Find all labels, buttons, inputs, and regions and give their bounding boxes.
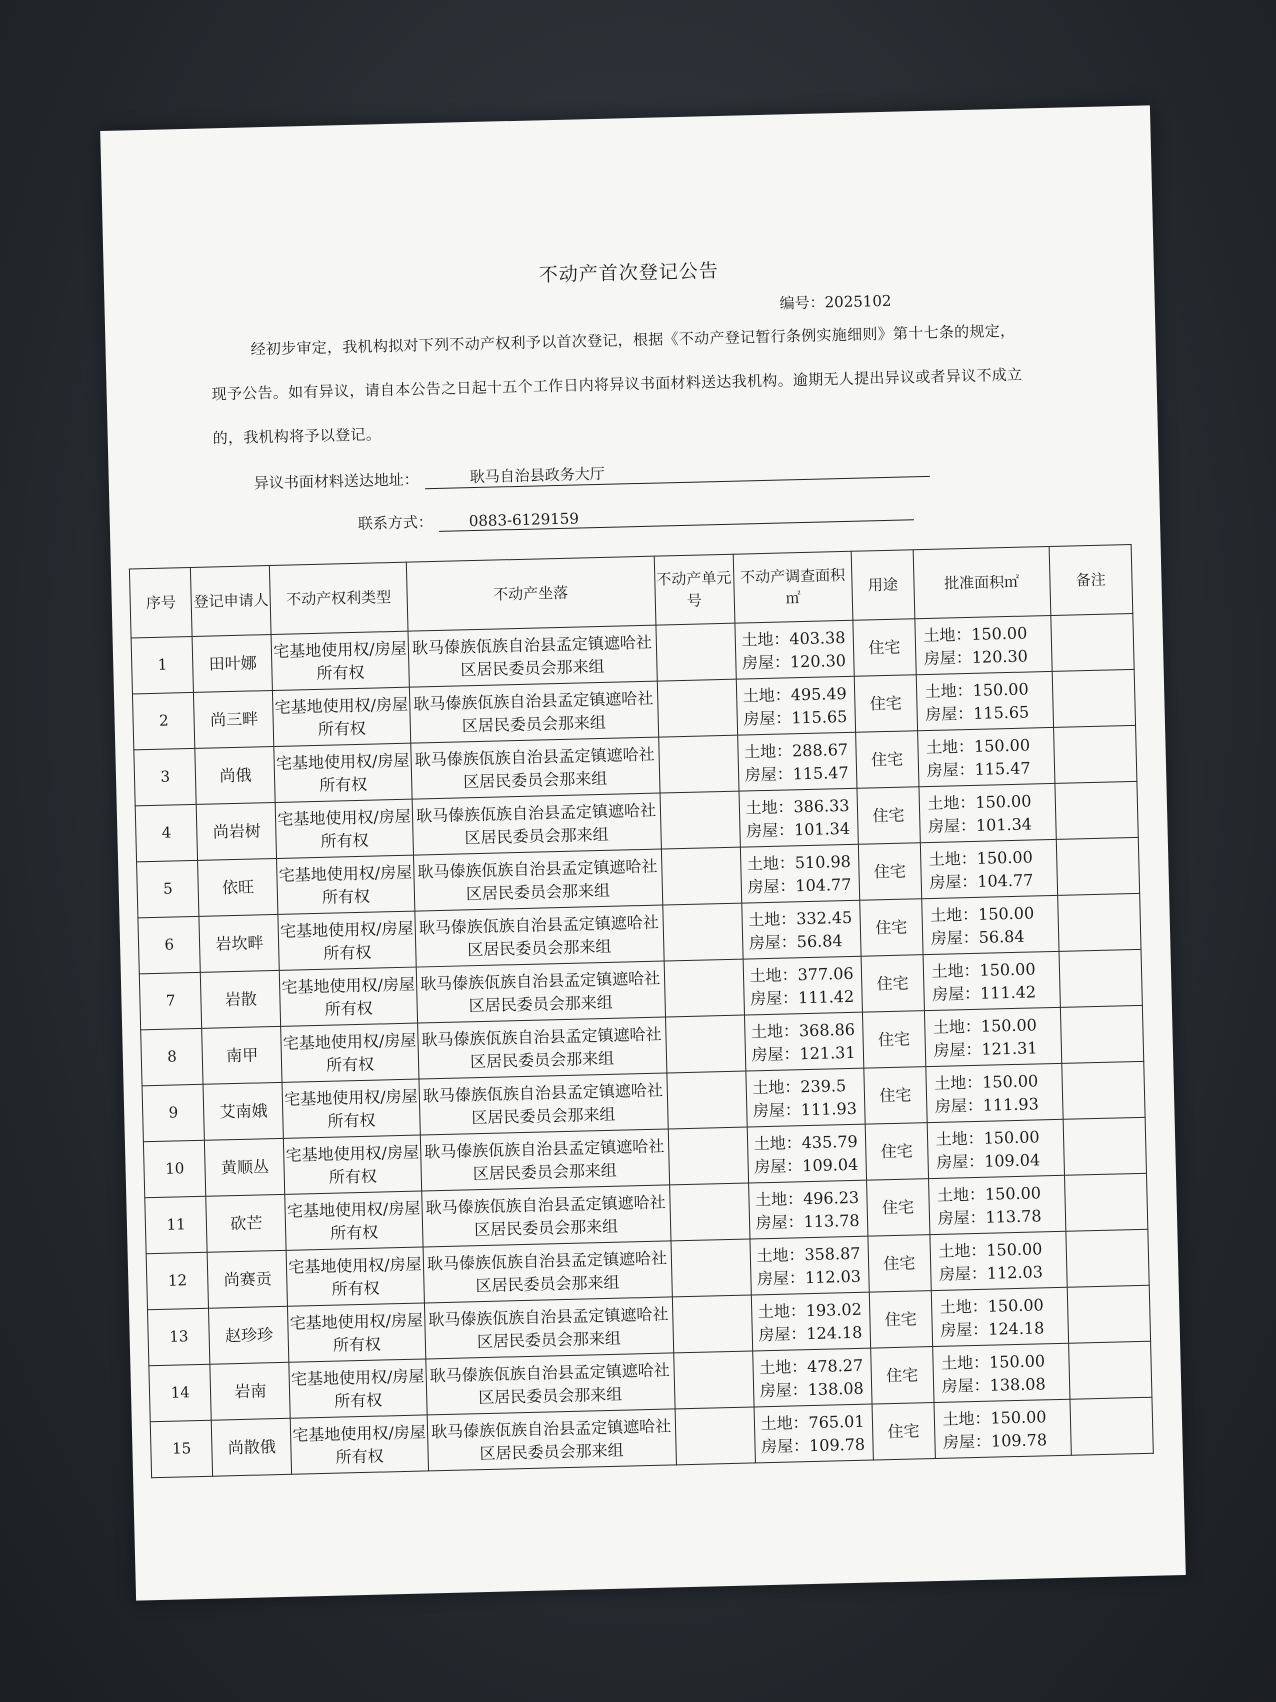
approved-land-area: 土地：150.00 — [927, 790, 1032, 813]
cell-applicant: 岩散 — [201, 970, 281, 1028]
header-approved-area: 批准面积㎡ — [913, 546, 1051, 618]
cell-right-type: 宅基地使用权/房屋所有权 — [284, 1135, 421, 1194]
cell-approved-area — [929, 1231, 1066, 1290]
survey-house-area: 房屋：115.65 — [743, 706, 848, 729]
cell-survey-area — [748, 1180, 868, 1239]
survey-land-area: 土地：386.33 — [745, 795, 850, 817]
cell-unit-no — [660, 791, 740, 849]
cell-remarks — [1067, 1285, 1151, 1343]
survey-land-area: 土地：193.02 — [757, 1299, 863, 1321]
cell-seq: 6 — [138, 916, 201, 973]
cell-survey-area — [741, 900, 861, 959]
cell-survey-area — [734, 620, 854, 679]
cell-location: 耿马傣族佤族自治县孟定镇遮哈社区居民委员会那来组 — [408, 625, 657, 687]
cell-seq: 5 — [137, 860, 200, 917]
cell-unit-no — [666, 1071, 746, 1129]
approved-house-area: 房屋：113.78 — [937, 1205, 1042, 1228]
cell-remarks — [1068, 1341, 1152, 1399]
address-label: 异议书面材料送达地址： — [253, 470, 420, 493]
cell-right-type: 宅基地使用权/房屋所有权 — [280, 967, 417, 1026]
header-survey-area: 不动产调查面积㎡ — [733, 551, 853, 623]
survey-house-area: 房屋：104.77 — [747, 874, 852, 896]
cell-remarks — [1063, 1117, 1147, 1175]
survey-house-area: 房屋：113.78 — [755, 1210, 860, 1232]
doc-number — [779, 290, 891, 314]
cell-applicant: 砍芒 — [206, 1194, 286, 1252]
approved-land-area: 土地：150.00 — [932, 1014, 1038, 1037]
cell-location: 耿马傣族佤族自治县孟定镇遮哈社区居民委员会那来组 — [417, 1017, 666, 1079]
cell-approved-area — [931, 1287, 1068, 1346]
cell-unit-no — [661, 847, 741, 905]
cell-remarks — [1064, 1173, 1148, 1231]
approved-house-area: 房屋：115.47 — [926, 758, 1031, 780]
cell-applicant: 依旺 — [198, 858, 278, 916]
cell-applicant: 赵珍珍 — [209, 1306, 289, 1364]
cell-seq: 1 — [131, 636, 194, 693]
survey-land-area: 土地：765.01 — [760, 1411, 865, 1433]
approved-house-area: 房屋：115.65 — [925, 702, 1030, 724]
cell-seq: 3 — [134, 748, 197, 805]
approved-land-area: 土地：150.00 — [942, 1406, 1047, 1429]
approved-house-area: 房屋：101.34 — [927, 813, 1033, 836]
cell-seq: 10 — [143, 1140, 206, 1197]
cell-right-type: 宅基地使用权/房屋所有权 — [285, 1191, 422, 1250]
contact-label: 联系方式： — [357, 513, 434, 533]
cell-approved-area — [932, 1343, 1069, 1402]
address-line — [254, 455, 930, 494]
cell-unit-no — [668, 1127, 748, 1185]
cell-seq: 8 — [141, 1028, 204, 1085]
cell-right-type: 宅基地使用权/房屋所有权 — [277, 855, 414, 914]
survey-land-area: 土地：510.98 — [746, 851, 852, 873]
survey-house-area: 房屋：115.47 — [744, 762, 849, 784]
cell-location: 耿马傣族佤族自治县孟定镇遮哈社区居民委员会那来组 — [424, 1297, 673, 1359]
survey-house-area: 房屋：138.08 — [759, 1378, 864, 1400]
cell-applicant: 艾南娥 — [203, 1082, 283, 1140]
cell-unit-no — [664, 959, 744, 1017]
approved-land-area: 土地：150.00 — [929, 902, 1035, 925]
cell-seq: 15 — [150, 1420, 213, 1477]
cell-usage: 住宅 — [863, 1011, 926, 1068]
cell-unit-no — [675, 1407, 755, 1465]
survey-house-area: 房屋：112.03 — [756, 1266, 862, 1288]
cell-location: 耿马傣族佤族自治县孟定镇遮哈社区居民委员会那来组 — [420, 1129, 669, 1191]
cell-applicant: 尚三畔 — [194, 690, 274, 748]
approved-house-area: 房屋：112.03 — [938, 1261, 1044, 1284]
cell-unit-no — [665, 1015, 745, 1073]
cell-right-type: 宅基地使用权/房屋所有权 — [282, 1079, 419, 1138]
cell-seq: 12 — [146, 1252, 209, 1309]
approved-land-area: 土地：150.00 — [924, 679, 1029, 701]
table-body — [131, 613, 1153, 1477]
approved-house-area: 房屋：104.77 — [929, 869, 1034, 892]
cell-approved-area — [934, 1399, 1071, 1458]
cell-applicant: 岩坎畔 — [199, 914, 279, 972]
cell-approved-area — [917, 727, 1054, 786]
cell-survey-area — [736, 676, 856, 735]
cell-unit-no — [662, 903, 742, 961]
cell-right-type: 宅基地使用权/房屋所有权 — [274, 743, 411, 802]
doc-number-label: 编号： — [779, 293, 825, 313]
cell-remarks — [1059, 949, 1143, 1007]
survey-house-area: 房屋：109.78 — [760, 1434, 866, 1456]
cell-seq: 2 — [132, 692, 195, 749]
survey-house-area: 房屋：111.42 — [749, 986, 855, 1008]
survey-land-area: 土地：332.45 — [748, 907, 853, 929]
cell-location: 耿马傣族佤族自治县孟定镇遮哈社区居民委员会那来组 — [409, 681, 658, 743]
cell-usage: 住宅 — [869, 1291, 932, 1348]
survey-land-area: 土地：368.86 — [750, 1019, 856, 1041]
cell-usage: 住宅 — [864, 1067, 927, 1124]
cell-remarks — [1070, 1397, 1154, 1455]
approved-house-area: 房屋：109.04 — [935, 1149, 1041, 1172]
cell-survey-area — [750, 1236, 870, 1295]
cell-unit-no — [658, 735, 738, 793]
doc-number-value: 2025102 — [824, 291, 892, 312]
cell-survey-area — [747, 1124, 867, 1183]
cell-approved-area — [927, 1119, 1064, 1178]
address-value: 耿马自治县政务大厅 — [425, 455, 930, 489]
cell-survey-area — [740, 844, 860, 903]
cell-approved-area — [923, 951, 1060, 1010]
cell-right-type: 宅基地使用权/房屋所有权 — [289, 1359, 426, 1418]
cell-remarks — [1053, 725, 1137, 783]
cell-remarks — [1061, 1061, 1145, 1119]
header-location: 不动产坐落 — [406, 556, 656, 631]
cell-approved-area — [914, 615, 1051, 674]
cell-seq: 11 — [145, 1196, 208, 1253]
survey-land-area: 土地：496.23 — [754, 1187, 860, 1209]
cell-location: 耿马傣族佤族自治县孟定镇遮哈社区居民委员会那来组 — [423, 1241, 672, 1303]
survey-land-area: 土地：495.49 — [742, 683, 847, 706]
cell-right-type: 宅基地使用权/房屋所有权 — [281, 1023, 418, 1082]
cell-applicant: 尚散俄 — [212, 1418, 292, 1476]
cell-right-type: 宅基地使用权/房屋所有权 — [276, 799, 413, 858]
cell-applicant: 尚赛贡 — [208, 1250, 288, 1308]
cell-right-type: 宅基地使用权/房屋所有权 — [278, 911, 415, 970]
header-seq: 序号 — [129, 567, 192, 637]
approved-house-area: 房屋：56.84 — [930, 926, 1025, 948]
cell-unit-no — [671, 1239, 751, 1297]
cell-location: 耿马傣族佤族自治县孟定镇遮哈社区居民委员会那来组 — [425, 1353, 674, 1415]
approved-land-area: 土地：150.00 — [939, 1294, 1044, 1317]
cell-usage: 住宅 — [868, 1235, 931, 1292]
cell-location: 耿马傣族佤族自治县孟定镇遮哈社区居民委员会那来组 — [427, 1409, 676, 1471]
approved-house-area: 房屋：109.78 — [942, 1429, 1048, 1452]
survey-house-area: 房屋：111.93 — [752, 1098, 858, 1120]
notice-paper — [100, 105, 1186, 1600]
survey-land-area: 土地：478.27 — [758, 1355, 864, 1377]
cell-seq: 9 — [142, 1084, 205, 1141]
approved-land-area: 土地：150.00 — [936, 1182, 1042, 1205]
survey-house-area: 房屋：121.31 — [751, 1042, 856, 1064]
approved-house-area: 房屋：111.93 — [934, 1093, 1040, 1116]
cell-survey-area — [743, 956, 863, 1015]
header-unit-no: 不动产单元号 — [654, 554, 735, 625]
cell-remarks — [1057, 893, 1141, 951]
survey-land-area: 土地：358.87 — [756, 1243, 861, 1265]
cell-usage: 住宅 — [860, 899, 923, 956]
approved-land-area: 土地：150.00 — [925, 735, 1031, 757]
cell-right-type: 宅基地使用权/房屋所有权 — [291, 1415, 428, 1474]
survey-land-area: 土地：403.38 — [741, 627, 846, 650]
cell-applicant: 岩南 — [210, 1362, 290, 1420]
survey-house-area: 房屋：56.84 — [748, 930, 843, 952]
cell-unit-no — [655, 623, 735, 681]
cell-usage: 住宅 — [853, 619, 916, 676]
cell-applicant: 南甲 — [202, 1026, 282, 1084]
approved-land-area: 土地：150.00 — [923, 623, 1028, 645]
cell-survey-area — [745, 1068, 865, 1127]
cell-remarks — [1060, 1005, 1144, 1063]
cell-survey-area — [737, 732, 857, 791]
cell-seq: 7 — [139, 972, 202, 1029]
cell-usage: 住宅 — [857, 787, 920, 844]
cell-survey-area — [754, 1404, 874, 1463]
cell-survey-area — [752, 1348, 872, 1407]
cell-usage: 住宅 — [861, 955, 924, 1012]
approved-house-area: 房屋：124.18 — [940, 1317, 1045, 1340]
cell-survey-area — [751, 1292, 871, 1351]
cell-applicant: 黄顺丛 — [205, 1138, 285, 1196]
header-usage: 用途 — [851, 550, 914, 620]
cell-usage: 住宅 — [865, 1123, 928, 1180]
survey-land-area: 土地：377.06 — [749, 963, 854, 985]
header-remarks: 备注 — [1049, 544, 1133, 615]
cell-seq: 13 — [148, 1308, 211, 1365]
cell-approved-area — [928, 1175, 1065, 1234]
cell-unit-no — [672, 1295, 752, 1353]
approved-land-area: 土地：150.00 — [934, 1070, 1039, 1093]
cell-unit-no — [673, 1351, 753, 1409]
cell-location: 耿马傣族佤族自治县孟定镇遮哈社区居民委员会那来组 — [421, 1185, 670, 1247]
survey-land-area: 土地：288.67 — [743, 739, 849, 761]
survey-house-area: 房屋：120.30 — [741, 650, 847, 673]
cell-location: 耿马傣族佤族自治县孟定镇遮哈社区居民委员会那来组 — [413, 849, 662, 911]
cell-seq: 14 — [149, 1364, 212, 1421]
cell-unit-no — [669, 1183, 749, 1241]
approved-land-area: 土地：150.00 — [940, 1350, 1046, 1373]
cell-approved-area — [919, 783, 1056, 842]
header-right-type: 不动产权利类型 — [270, 562, 408, 634]
approved-land-area: 土地：150.00 — [931, 958, 1036, 981]
registration-table — [129, 544, 1154, 1478]
cell-usage: 住宅 — [854, 675, 917, 732]
cell-usage: 住宅 — [856, 731, 919, 788]
cell-survey-area — [744, 1012, 864, 1071]
cell-location: 耿马傣族佤族自治县孟定镇遮哈社区居民委员会那来组 — [416, 961, 665, 1023]
cell-approved-area — [920, 839, 1057, 898]
survey-house-area: 房屋：101.34 — [745, 818, 851, 840]
cell-location: 耿马傣族佤族自治县孟定镇遮哈社区居民委员会那来组 — [410, 737, 659, 799]
cell-location: 耿马傣族佤族自治县孟定镇遮哈社区居民委员会那来组 — [412, 793, 661, 855]
cell-approved-area — [925, 1063, 1062, 1122]
cell-right-type: 宅基地使用权/房屋所有权 — [273, 687, 410, 746]
notice-intro: 经初步审定，我机构拟对下列不动产权利予以首次登记，根据《不动产登记暂行条例实施细则》第十七条的规定，现予公告。如有异议，请自本公告之日起十五个工作日内将异议书面材料送达我机构。逾期无人提出异议或者异议不成立的，我机构将予以登记。 — [211, 321, 1023, 448]
approved-house-area: 房屋：138.08 — [941, 1373, 1046, 1396]
cell-seq: 4 — [135, 804, 198, 861]
cell-approved-area — [916, 671, 1053, 730]
cell-right-type: 宅基地使用权/房屋所有权 — [272, 631, 409, 690]
approved-land-area: 土地：150.00 — [928, 846, 1033, 869]
cell-applicant: 田叶娜 — [193, 635, 273, 693]
cell-approved-area — [921, 895, 1058, 954]
cell-location: 耿马傣族佤族自治县孟定镇遮哈社区居民委员会那来组 — [414, 905, 663, 967]
cell-remarks — [1056, 837, 1140, 895]
cell-applicant: 尚俄 — [195, 746, 275, 804]
cell-survey-area — [739, 788, 859, 847]
approved-land-area: 土地：150.00 — [938, 1238, 1043, 1261]
survey-land-area: 土地：435.79 — [753, 1131, 858, 1153]
cell-right-type: 宅基地使用权/房屋所有权 — [287, 1247, 424, 1306]
cell-approved-area — [924, 1007, 1061, 1066]
survey-house-area: 房屋：109.04 — [754, 1154, 859, 1176]
cell-usage: 住宅 — [872, 1403, 935, 1460]
cell-remarks — [1052, 669, 1136, 727]
approved-land-area: 土地：150.00 — [935, 1126, 1040, 1149]
approved-house-area: 房屋：121.31 — [933, 1037, 1038, 1060]
survey-land-area: 土地：239.5 — [752, 1075, 847, 1097]
cell-unit-no — [657, 679, 737, 737]
contact-line — [358, 499, 914, 534]
notice-title: 不动产首次登记公告 — [538, 259, 720, 287]
cell-right-type: 宅基地使用权/房屋所有权 — [288, 1303, 425, 1362]
cell-location: 耿马傣族佤族自治县孟定镇遮哈社区居民委员会那来组 — [419, 1073, 668, 1135]
survey-house-area: 房屋：124.18 — [758, 1322, 863, 1344]
cell-usage: 住宅 — [871, 1347, 934, 1404]
cell-remarks — [1065, 1229, 1149, 1287]
cell-applicant: 尚岩树 — [197, 802, 277, 860]
approved-house-area: 房屋：120.30 — [923, 646, 1029, 668]
cell-usage: 住宅 — [858, 843, 921, 900]
cell-usage: 住宅 — [867, 1179, 930, 1236]
contact-value: 0883-6129159 — [439, 501, 914, 532]
cell-remarks — [1055, 781, 1139, 839]
header-applicant: 登记申请人 — [191, 566, 272, 637]
cell-remarks — [1050, 613, 1134, 671]
approved-house-area: 房屋：111.42 — [931, 981, 1037, 1004]
